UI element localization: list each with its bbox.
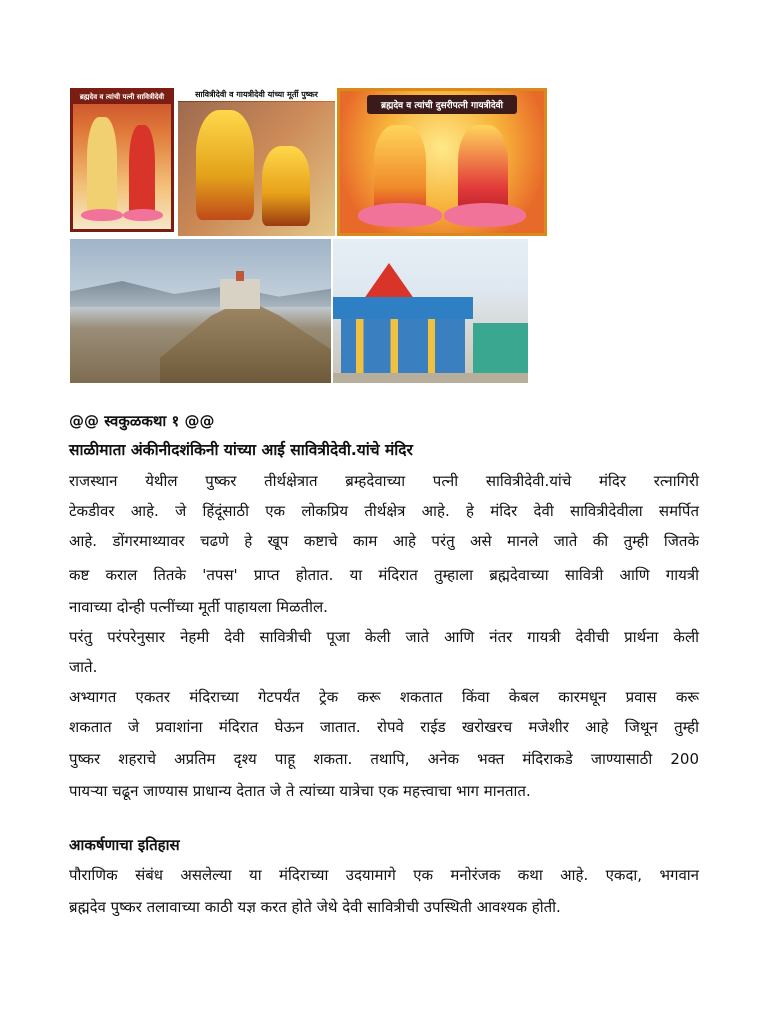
paragraph-line: शकतात जे प्रवाशांना मंदिरात घेऊन जातात. रोपवे राईड खरोखरच मजेशीर आहे जिथून तुम्ही xyxy=(69,718,699,736)
article-heading: साळीमाता अंकीनीदशंकिनी यांच्या आई सावित्रीदेवी.यांचे मंदिर xyxy=(69,441,413,459)
savitri-gayatri-murti-image xyxy=(178,88,335,236)
temple-structure xyxy=(220,279,260,309)
paragraph-line: कष्ट कराल तितके 'तपस' प्राप्त होतात. या मंदिरात तुम्हाला ब्रह्मदेवाच्या सावित्री आणि गायत्री xyxy=(69,566,699,584)
brahma-figure xyxy=(374,125,426,215)
gayatri-figure xyxy=(458,125,508,215)
savitri-figure xyxy=(129,125,155,217)
paragraph-line: जाते. xyxy=(69,658,98,676)
side-building xyxy=(473,323,528,373)
lotus-shape xyxy=(81,209,123,221)
hill xyxy=(160,299,331,383)
paragraph-line: टेकडीवर आहे. जे हिंदूंसाठी एक लोकप्रिय तीर्थक्षेत्र आहे. हे मंदिर देवी सावित्रीदेवीला समर्पित xyxy=(69,502,699,520)
gayatri-murti xyxy=(262,146,310,226)
murti-caption: सावित्रीदेवी व गायत्रीदेवी यांच्या मूर्ती पुष्कर xyxy=(178,88,335,101)
hilltop-temple-landscape-image xyxy=(70,239,331,383)
ground xyxy=(333,373,528,383)
poster-caption: ब्रह्मदेव व त्यांची पत्नी सावित्रीदेवी xyxy=(73,91,171,104)
paragraph-line: राजस्थान येथील पुष्कर तीर्थक्षेत्रात ब्रम्हदेवाच्या पत्नी सावित्रीदेवी.यांचे मंदिर रत्नागिरी xyxy=(69,472,699,490)
brahma-figure xyxy=(87,117,117,217)
series-title: @@ स्वकुळकथा १ @@ xyxy=(69,412,215,430)
gayatri-caption: ब्रह्मदेव व त्यांची दुसरीपत्नी गायत्रीदेवी xyxy=(367,95,518,114)
paragraph-line: पौराणिक संबंध असलेल्या या मंदिराच्या उदयामागे एक मनोरंजक कथा आहे. एकदा, भगवान xyxy=(69,866,699,884)
brahma-gayatri-painting-image xyxy=(337,88,547,236)
lotus-shape xyxy=(444,203,526,227)
paragraph-line: अभ्यागत एकतर मंदिराच्या गेटपर्यंत ट्रेक करू शकतात किंवा केबल कारमधून प्रवास करू xyxy=(69,688,699,706)
distant-hills xyxy=(70,281,331,307)
paragraph-line: पुष्कर शहराचे अप्रतिम दृश्य पाहू शकता. तथापि, अनेक भक्त मंदिराकडे जाण्यासाठी 200 xyxy=(69,750,699,768)
savitri-murti xyxy=(196,110,254,220)
temple-canopy xyxy=(333,297,473,319)
paragraph-line: पायऱ्या चढून जाण्यास प्राधान्य देतात जे ते त्यांच्या यात्रेचा एक महत्त्वाचा भाग मानतात. xyxy=(69,782,531,800)
savitri-temple-image xyxy=(333,239,528,383)
temple-spire xyxy=(236,271,244,281)
lotus-shape xyxy=(123,209,163,221)
brahma-savitri-poster-image xyxy=(70,88,174,232)
paragraph-line: आहे. डोंगरमाथ्यावर चढणे हे खूप कष्टाचे काम आहे परंतु असे मानले जाते की तुम्ही जितके xyxy=(69,532,699,550)
lotus-shape xyxy=(358,203,442,227)
paragraph-line: ब्रह्मदेव पुष्कर तलावाच्या काठी यज्ञ करत होते जेथे देवी सावित्रीची उपस्थिती आवश्यक होती. xyxy=(69,898,561,916)
paragraph-line: नावाच्या दोन्ही पत्नींच्या मूर्ती पाहायला मिळतील. xyxy=(69,598,328,616)
paragraph-line: परंतु परंपरेनुसार नेहमी देवी सावित्रीची पूजा केली जाते आणि नंतर गायत्री देवीची प्रार्थना केली xyxy=(69,628,699,646)
temple-pillars xyxy=(341,319,465,373)
section-heading: आकर्षणाचा इतिहास xyxy=(69,836,180,854)
